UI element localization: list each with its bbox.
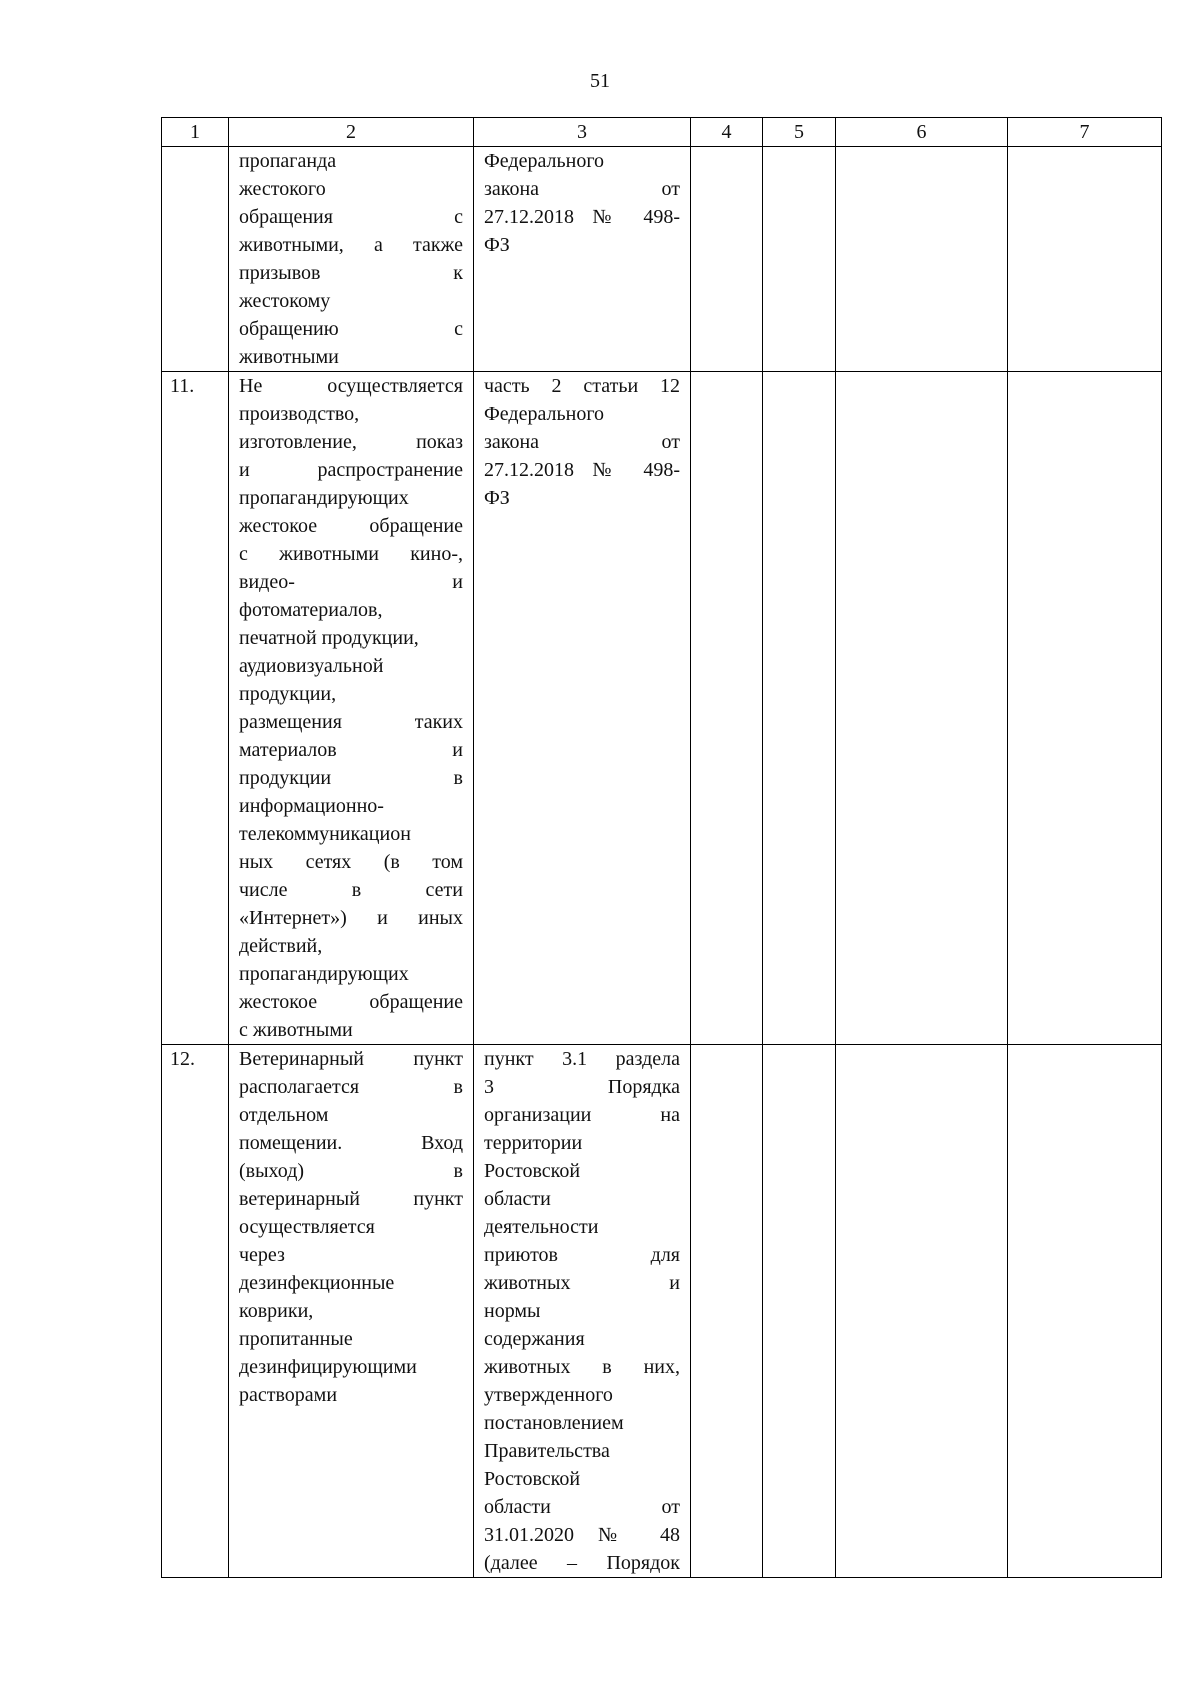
requirement-line: действий, [239,935,323,957]
requirement-line: «Интернет») и иных [239,907,463,929]
requirements-table [161,117,1162,1578]
requirement-line: животными [239,346,339,368]
reference-line: 27.12.2018 № 498- [484,459,680,481]
reference-line: 27.12.2018 № 498- [484,206,680,228]
column-header: 3 [474,118,691,147]
reference-line: области [484,1188,551,1210]
requirement-line: пропаганда [239,150,337,172]
row-number [162,147,229,372]
reference-line: территории [484,1132,583,1154]
requirement-line: и распространение [239,459,463,481]
requirement-line: обращения с [239,206,463,228]
requirement-line: пропитанные [239,1328,353,1350]
requirement-line: растворами [239,1384,338,1406]
requirement-line: производство, [239,403,360,425]
reference-line: Ростовской [484,1160,581,1182]
requirement-line: ных сетях (в том [239,851,463,873]
legal-reference-cell [474,147,691,372]
requirement-line: располагается в [239,1076,463,1098]
reference-line: Федерального [484,150,605,172]
requirement-cell [229,1045,474,1578]
table-row [162,372,1162,1045]
column-header: 4 [691,118,763,147]
requirement-line: животными, а также [239,234,463,256]
requirement-line: материалов и [239,739,463,761]
column-header: 2 [229,118,474,147]
requirement-line: информационно- [239,795,384,817]
reference-line: утвержденного [484,1384,613,1406]
row-number: 12. [162,1045,229,1578]
empty-cell [691,147,763,372]
requirement-line: с животными [239,1019,353,1041]
legal-reference-cell [474,372,691,1045]
requirement-line: аудиовизуальной [239,655,384,677]
reference-line: постановлением [484,1412,624,1434]
empty-cell [1008,1045,1162,1578]
requirement-line: печатной продукции, [239,627,419,649]
reference-line: ФЗ [484,234,510,256]
requirement-line: пропагандирующих [239,963,409,985]
requirement-line: обращению с [239,318,463,340]
requirement-line: дезинфицирующими [239,1356,417,1378]
requirement-line: фотоматериалов, [239,599,383,621]
reference-line: закона от [484,431,680,453]
column-header: 5 [763,118,836,147]
reference-line: организации на [484,1104,680,1126]
empty-cell [691,1045,763,1578]
requirement-line: жестокому [239,290,331,312]
empty-cell [836,1045,1008,1578]
requirement-line: размещения таких [239,711,463,733]
requirement-line: Не осуществляется [239,375,463,397]
reference-line: деятельности [484,1216,599,1238]
requirement-line: продукции в [239,767,463,789]
empty-cell [763,372,836,1045]
requirement-line: числе в сети [239,879,463,901]
column-header: 6 [836,118,1008,147]
requirement-line: жестокое обращение [239,991,463,1013]
requirement-line: с животными кино-, [239,543,463,565]
empty-cell [691,372,763,1045]
table-header-row [162,118,1162,147]
requirement-cell [229,372,474,1045]
requirement-line: отдельном [239,1104,329,1126]
reference-line: 31.01.2020 № 48 [484,1524,680,1546]
reference-line: Федерального [484,403,605,425]
column-header: 1 [162,118,229,147]
requirement-line: Ветеринарный пункт [239,1048,463,1070]
requirement-line: жестокое обращение [239,515,463,537]
table-row [162,1045,1162,1578]
legal-reference-cell [474,1045,691,1578]
requirement-line: жестокого [239,178,326,200]
reference-line: (далее – Порядок [484,1552,680,1574]
requirement-line: изготовление, показ [239,431,463,453]
empty-cell [763,147,836,372]
reference-line: Ростовской [484,1468,581,1490]
reference-line: часть 2 статьи 12 [484,375,680,397]
requirement-cell [229,147,474,372]
reference-line: 3 Порядка [484,1076,680,1098]
reference-line: нормы [484,1300,541,1322]
requirement-line: осуществляется [239,1216,375,1238]
requirement-line: продукции, [239,683,337,705]
requirement-line: дезинфекционные [239,1272,395,1294]
requirement-line: (выход) в [239,1160,463,1182]
empty-cell [836,147,1008,372]
requirement-line: через [239,1244,285,1266]
empty-cell [763,1045,836,1578]
empty-cell [1008,372,1162,1045]
requirement-line: коврики, [239,1300,314,1322]
empty-cell [836,372,1008,1045]
page-number: 51 [590,70,610,92]
requirement-line: пропагандирующих [239,487,409,509]
row-number: 11. [162,372,229,1045]
reference-line: содержания [484,1328,585,1350]
reference-line: ФЗ [484,487,510,509]
empty-cell [1008,147,1162,372]
requirement-line: призывов к [239,262,463,284]
reference-line: животных в них, [484,1356,680,1378]
column-header: 7 [1008,118,1162,147]
reference-line: пункт 3.1 раздела [484,1048,680,1070]
reference-line: области от [484,1496,680,1518]
reference-line: Правительства [484,1440,610,1462]
table-row [162,147,1162,372]
reference-line: животных и [484,1272,680,1294]
reference-line: закона от [484,178,680,200]
requirement-line: телекоммуникацион [239,823,411,845]
requirement-line: видео- и [239,571,463,593]
requirement-line: ветеринарный пункт [239,1188,463,1210]
requirement-line: помещении. Вход [239,1132,463,1154]
reference-line: приютов для [484,1244,680,1266]
